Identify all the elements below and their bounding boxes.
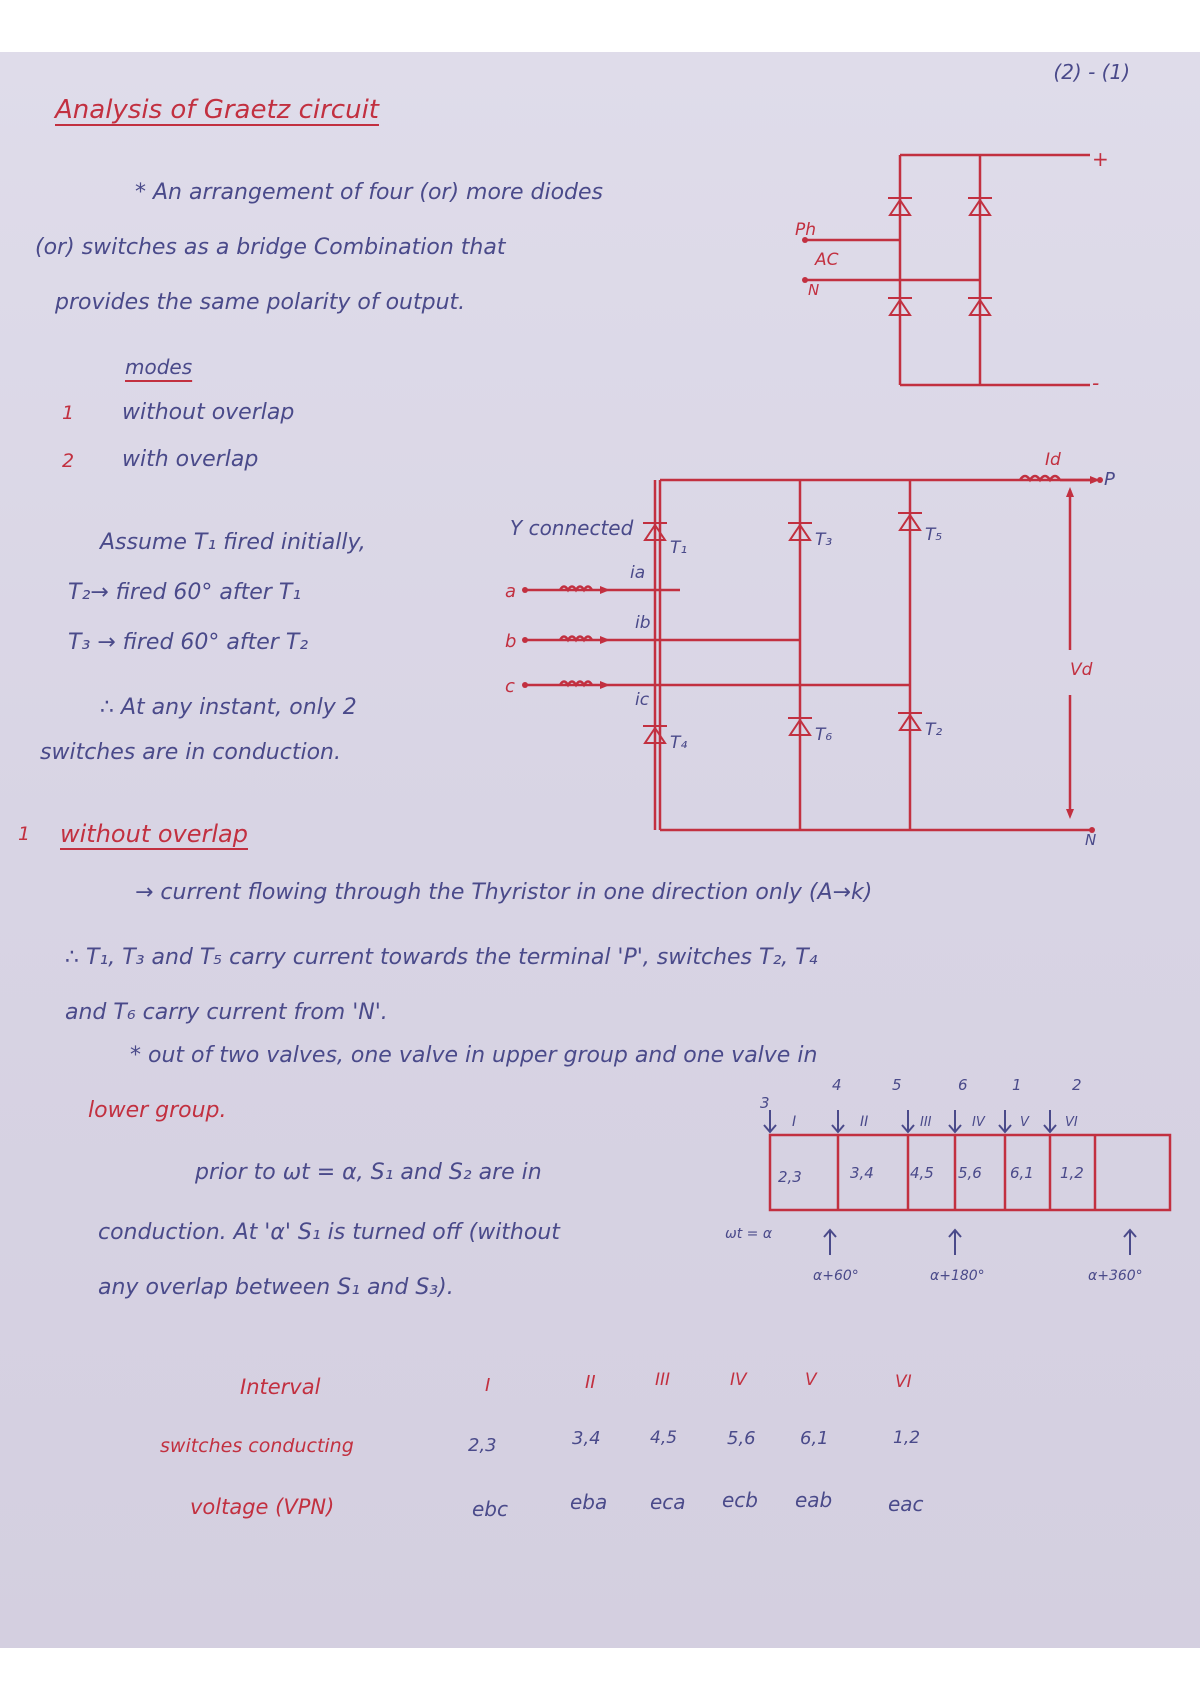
cell-6: 1,2 bbox=[1060, 1164, 1084, 1182]
table-interval-1: I bbox=[485, 1375, 491, 1396]
assume-line-3: T₃ → fired 60° after T₂ bbox=[68, 630, 309, 655]
intro-line-1: * An arrangement of four (or) more diodes bbox=[135, 180, 604, 205]
top-margin bbox=[0, 0, 1200, 52]
assume-line-5: switches are in conduction. bbox=[40, 740, 341, 765]
table-label-voltage: voltage (VPN) bbox=[190, 1495, 335, 1519]
n-label: N bbox=[808, 281, 820, 299]
cell-2: 3,4 bbox=[850, 1164, 874, 1182]
table-voltage-3: eca bbox=[650, 1490, 686, 1514]
timing-diagram bbox=[720, 1070, 1190, 1290]
section-1-line-7: conduction. At 'α' S₁ is turned off (without bbox=[98, 1220, 560, 1245]
top-number-1: 3 bbox=[760, 1094, 770, 1112]
table-label-switches: switches conducting bbox=[160, 1435, 354, 1457]
page-title: Analysis of Graetz circuit bbox=[55, 95, 379, 125]
top-number-6: 2 bbox=[1072, 1076, 1082, 1094]
section-1-line-6: prior to ωt = α, S₁ and S₂ are in bbox=[195, 1160, 542, 1185]
section-1-line-4: * out of two valves, one valve in upper group and one valve in bbox=[130, 1043, 818, 1068]
ac-label: AC bbox=[815, 250, 839, 270]
mark-alpha-360: α+360° bbox=[1088, 1268, 1143, 1284]
table-switches-4: 5,6 bbox=[727, 1428, 756, 1449]
t2-label: T₂ bbox=[925, 720, 943, 740]
ph-label: Ph bbox=[795, 220, 817, 240]
table-voltage-1: ebc bbox=[472, 1497, 508, 1521]
section-1-number: 1 bbox=[18, 823, 31, 845]
t3-label: T₃ bbox=[815, 530, 833, 550]
table-interval-5: V bbox=[805, 1370, 817, 1390]
assume-line-2: T₂→ fired 60° after T₁ bbox=[68, 580, 302, 605]
interval-label-5: V bbox=[1020, 1115, 1029, 1130]
cell-5: 6,1 bbox=[1010, 1164, 1034, 1182]
top-number-2: 4 bbox=[832, 1076, 842, 1094]
wt-label: ωt = α bbox=[725, 1226, 773, 1242]
intro-line-3: provides the same polarity of output. bbox=[55, 290, 466, 315]
table-switches-3: 4,5 bbox=[650, 1428, 678, 1448]
table-switches-6: 1,2 bbox=[893, 1428, 921, 1448]
current-c-label: ic bbox=[635, 690, 650, 710]
section-1-line-1: → current flowing through the Thyristor in one direction only (A→k) bbox=[135, 880, 873, 905]
vd-label: Vd bbox=[1070, 660, 1093, 680]
phase-a-label: a bbox=[505, 581, 517, 602]
mark-alpha-180: α+180° bbox=[930, 1268, 985, 1284]
id-label: Id bbox=[1045, 450, 1061, 470]
plus-label: + bbox=[1092, 147, 1109, 171]
section-1-heading: without overlap bbox=[60, 820, 248, 848]
interval-label-6: VI bbox=[1065, 1115, 1078, 1130]
mark-alpha-60: α+60° bbox=[813, 1268, 859, 1284]
intro-line-2: (or) switches as a bridge Combination that bbox=[35, 235, 506, 260]
table-interval-4: IV bbox=[730, 1370, 747, 1390]
cell-3: 4,5 bbox=[910, 1164, 934, 1182]
table-label-interval: Interval bbox=[240, 1375, 321, 1399]
three-phase-bridge-diagram bbox=[500, 445, 1140, 850]
phase-c-label: c bbox=[505, 676, 515, 697]
table-voltage-5: eab bbox=[795, 1488, 833, 1512]
table-switches-2: 3,4 bbox=[572, 1428, 601, 1449]
t1-label: T₁ bbox=[670, 538, 688, 558]
diode-symbol-group bbox=[888, 198, 992, 315]
p-terminal-label: P bbox=[1104, 469, 1115, 490]
t5-label: T₅ bbox=[925, 525, 943, 545]
section-1-line-8: any overlap between S₁ and S₃). bbox=[98, 1275, 454, 1300]
top-number-5: 1 bbox=[1012, 1076, 1022, 1094]
t4-label: T₄ bbox=[670, 733, 688, 753]
mode-2: with overlap bbox=[122, 447, 259, 472]
t6-label: T₆ bbox=[815, 725, 833, 745]
table-voltage-4: ecb bbox=[722, 1488, 758, 1512]
current-b-label: ib bbox=[635, 613, 651, 633]
y-connected-label: Y connected bbox=[510, 516, 634, 540]
table-switches-5: 6,1 bbox=[800, 1428, 829, 1449]
table-interval-2: II bbox=[585, 1372, 596, 1393]
interval-label-3: III bbox=[920, 1115, 932, 1130]
interval-label-2: II bbox=[860, 1114, 869, 1130]
section-1-line-5: lower group. bbox=[88, 1098, 227, 1123]
n-terminal-label: N bbox=[1085, 831, 1097, 849]
table-interval-3: III bbox=[655, 1370, 671, 1390]
table-switches-1: 2,3 bbox=[468, 1435, 497, 1456]
top-number-4: 6 bbox=[958, 1076, 968, 1094]
page-number: (2) - (1) bbox=[1053, 60, 1130, 84]
assume-line-4: ∴ At any instant, only 2 bbox=[100, 695, 357, 720]
small-bridge-diagram bbox=[780, 140, 1110, 400]
mode-1: without overlap bbox=[122, 400, 295, 425]
table-interval-6: VI bbox=[895, 1372, 912, 1392]
phase-b-label: b bbox=[505, 631, 517, 652]
assume-line-1: Assume T₁ fired initially, bbox=[100, 530, 366, 555]
table-voltage-2: eba bbox=[570, 1490, 608, 1514]
section-1-line-2: ∴ T₁, T₃ and T₅ carry current towards the terminal 'P', switches T₂, T₄ bbox=[65, 945, 818, 970]
section-1-line-3: and T₆ carry current from 'N'. bbox=[65, 1000, 388, 1025]
mode-2-number: 2 bbox=[62, 450, 75, 472]
table-voltage-6: eac bbox=[888, 1492, 924, 1516]
cell-4: 5,6 bbox=[958, 1164, 982, 1182]
bottom-margin bbox=[0, 1648, 1200, 1698]
top-number-3: 5 bbox=[892, 1076, 902, 1094]
modes-heading: modes bbox=[125, 355, 193, 379]
minus-label: - bbox=[1092, 371, 1100, 395]
cell-1: 2,3 bbox=[778, 1168, 802, 1186]
interval-label-4: IV bbox=[972, 1115, 985, 1130]
mode-1-number: 1 bbox=[62, 402, 75, 424]
current-a-label: ia bbox=[630, 563, 646, 583]
interval-label-1: I bbox=[792, 1114, 797, 1130]
